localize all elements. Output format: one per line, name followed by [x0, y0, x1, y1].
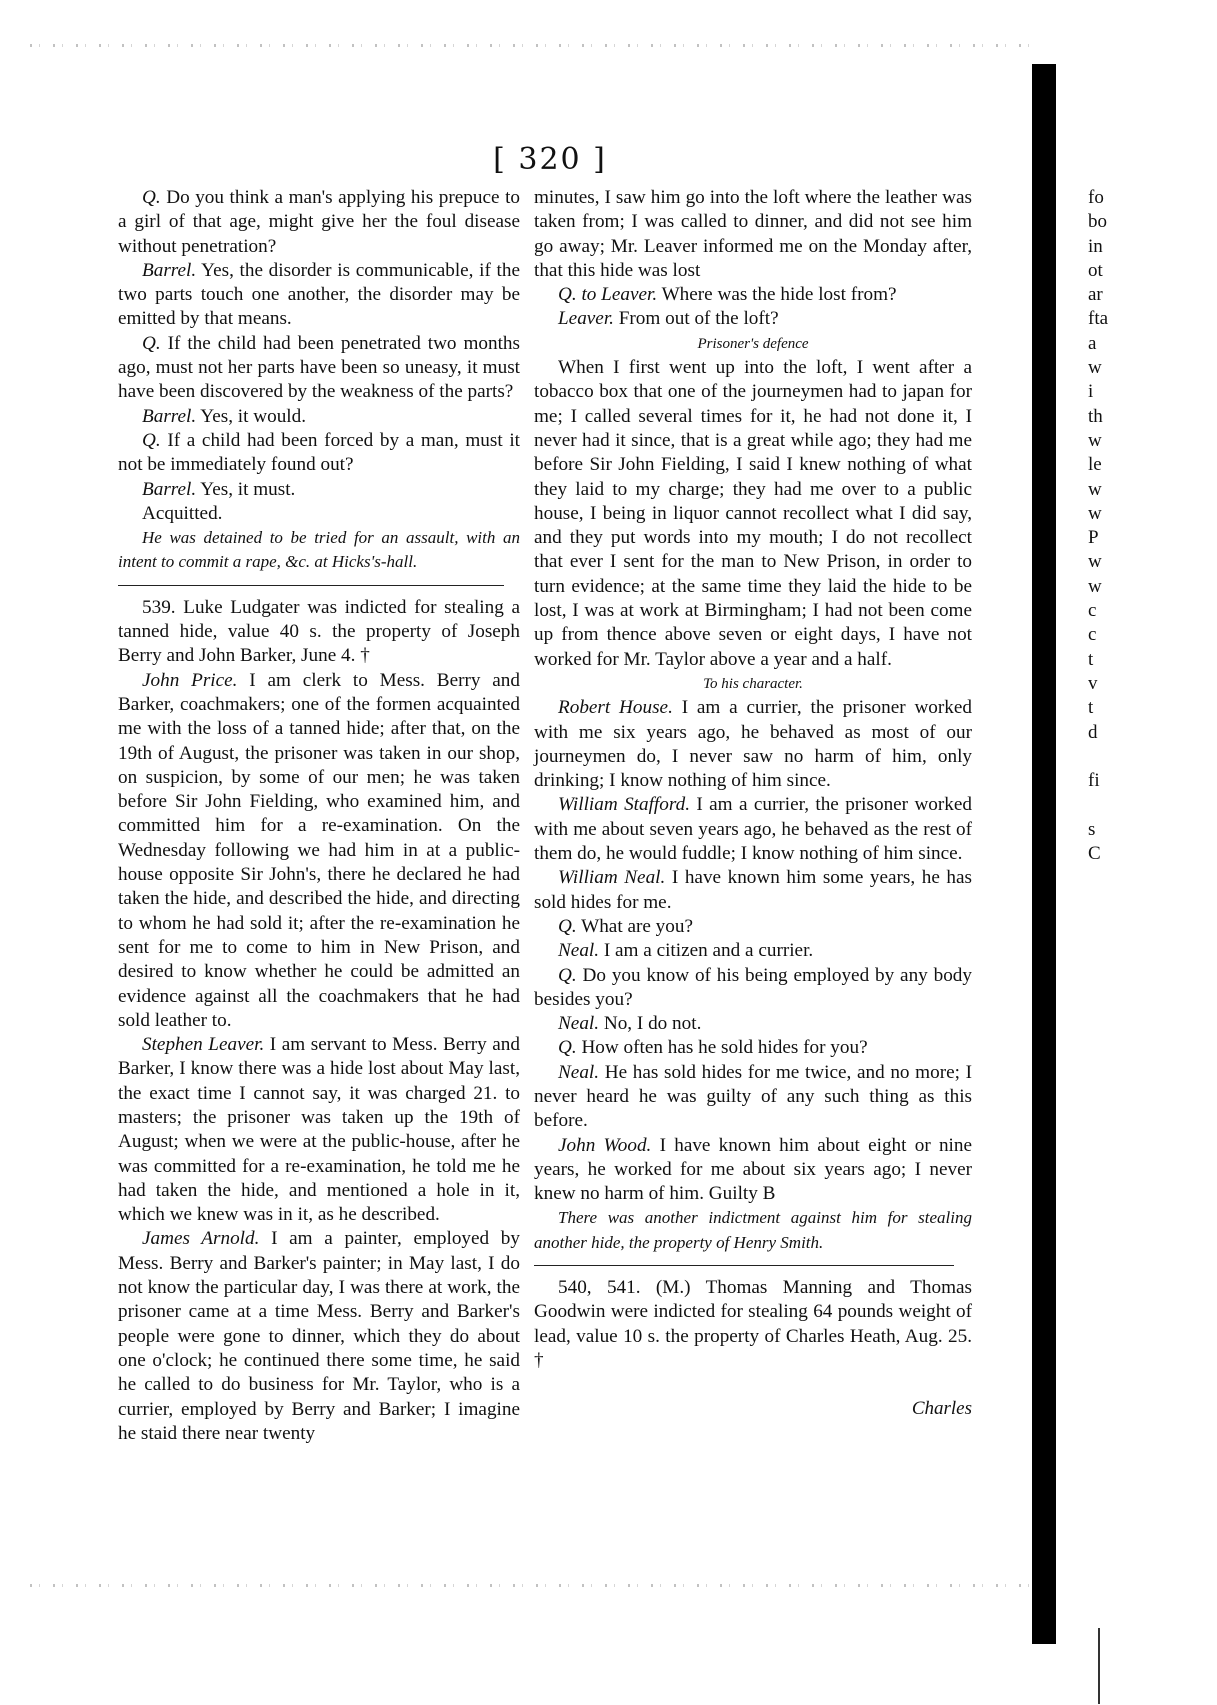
paragraph-text: Do you know of his being employed by any body besides you? [534, 964, 972, 1010]
edge-fragment: w [1088, 575, 1102, 597]
edge-fragment: i [1088, 381, 1094, 403]
paragraph [118, 1033, 520, 1227]
edge-fragment: in [1088, 235, 1103, 257]
paragraph [534, 1134, 972, 1207]
paragraph [534, 283, 972, 307]
paragraph-text: I have known him some years, he has sold hides for me. [534, 867, 972, 913]
speaker: Q. [558, 964, 577, 986]
edge-fragment: w [1088, 502, 1102, 524]
paragraph-text: I am a currier, the prisoner worked with me about seven years ago, he behaved as the rest of them do, he would fuddle; I know nothing of him since. [534, 794, 972, 865]
left-column [118, 186, 520, 1446]
page-gutter-shadow [1032, 64, 1056, 1644]
speaker: Robert House. [558, 697, 673, 719]
edge-fragment: c [1088, 624, 1097, 646]
edge-fragment: t [1088, 648, 1094, 670]
speaker: Q. [558, 915, 577, 937]
note-italic [534, 1206, 972, 1255]
paragraph [534, 1036, 972, 1060]
adjacent-page-edge [1088, 186, 1128, 866]
paragraph [118, 405, 520, 429]
page-number: [ 320 ] [493, 142, 607, 177]
paragraph [534, 915, 972, 939]
speaker: Stephen Leaver. [142, 1034, 265, 1056]
note-italic [118, 526, 520, 575]
edge-fragment: fta [1088, 308, 1109, 330]
edge-fragment: fi [1088, 770, 1100, 792]
right-column [534, 186, 972, 1373]
paragraph-text: 539. Luke Ludgater was indicted for stealing a tanned hide, value 40 s. the property of Joseph Berry and John Barker, June 4. † [118, 596, 520, 667]
edge-fragment: ot [1088, 259, 1103, 281]
speaker: Q. [142, 187, 161, 208]
note-text: There was another indictment against him for stealing another hide, the property of Henry Smith. [534, 1208, 972, 1252]
paragraph-text: Acquitted. [142, 502, 223, 524]
paragraph [118, 669, 520, 1033]
paragraph-text: I have known him about eight or nine years, he worked for me about six years ago; I never knew no harm of him. Guilty B [534, 1134, 972, 1205]
edge-fragment: w [1088, 357, 1102, 379]
speaker: Q. [142, 332, 161, 354]
speaker: James Arnold. [142, 1228, 260, 1250]
paragraph-text: He has sold hides for me twice, and no more; I never heard he was guilty of any such thing as this before. [534, 1061, 972, 1132]
edge-fragment: w [1088, 478, 1102, 500]
paragraph-text: If a child had been forced by a man, must it not be immediately found out? [118, 429, 520, 476]
scan-edge-line [1098, 1628, 1100, 1704]
paragraph [118, 478, 520, 502]
paragraph [534, 793, 972, 866]
scan-noise-bottom [30, 1584, 1030, 1587]
edge-fragment: P [1088, 527, 1099, 549]
indictment-paragraph [118, 596, 520, 669]
paragraph-text: minutes, I saw him go into the loft where the leather was taken from; I was called to dinner, and did not see him go away; Mr. Leaver informed me on the Monday after, that this hide was lost [534, 187, 972, 281]
edge-fragment: v [1088, 672, 1098, 694]
speaker: Q. to Leaver. [558, 284, 658, 306]
verdict [118, 502, 520, 526]
edge-fragment: C [1088, 843, 1101, 865]
speaker: Barrel. [142, 259, 197, 281]
edge-fragment: bo [1088, 211, 1107, 233]
paragraph [534, 939, 972, 963]
edge-fragment: w [1088, 551, 1102, 573]
paragraph-text: No, I do not. [599, 1013, 702, 1035]
note-text: He was detained to be tried for an assault, with an intent to commit a rape, &c. at Hicks's-hall. [118, 528, 520, 572]
edge-fragment: d [1088, 721, 1098, 743]
paragraph [118, 429, 520, 478]
paragraph [534, 186, 972, 283]
indictment-paragraph [534, 1276, 972, 1373]
edge-fragment: s [1088, 818, 1096, 840]
paragraph-text: I am servant to Mess. Berry and Barker, I know there was a hide lost about May last, the exact time I cannot say, it was charged 21. to masters; the prisoner was taken up the 19th of August; when we were at the public-house, after he was committed for a re-examination, he told me he had taken the hide, and mentioned a hole in it, which we knew was in it, as he described. [118, 1034, 520, 1226]
speaker: Q. [142, 429, 161, 451]
section-heading: To his character. [703, 675, 803, 692]
paragraph [534, 356, 972, 672]
edge-fragment: a [1088, 332, 1097, 354]
edge-fragment: ar [1088, 284, 1103, 306]
paragraph-text: Do you think a man's applying his prepuce to a girl of that age, might give her the foul disease without penetration? [118, 187, 520, 257]
section-divider [534, 1265, 954, 1266]
paragraph-text: 540, 541. (M.) Thomas Manning and Thomas Goodwin were indicted for stealing 64 pounds weight of lead, value 10 s. the property of Charles Heath, Aug. 25. † [534, 1277, 972, 1371]
catchword: Charles [911, 1398, 972, 1419]
speaker: John Price. [142, 669, 238, 691]
edge-fragment [1088, 745, 1128, 769]
paragraph [534, 1012, 972, 1036]
paragraph-text: Where was the hide lost from? [657, 284, 897, 306]
speaker: William Stafford. [558, 794, 690, 816]
paragraph [118, 259, 520, 332]
edge-fragment: fo [1088, 187, 1104, 208]
paragraph-text: I am a painter, employed by Mess. Berry and Barker's painter; in May last, I do not know the particular day, I was there at work, the prisoner came at a time Mess. Berry and Barker's people were gone to dinner, which they do about one o'clock; he continued there some time, he said he called to do business for Mr. Taylor, who is a currier, employed by Berry and Barker; I imagine he staid there near twenty [118, 1228, 520, 1444]
speaker: John Wood. [558, 1134, 652, 1156]
speaker: Barrel. [142, 405, 197, 427]
paragraph [534, 1061, 972, 1134]
edge-fragment: w [1088, 429, 1102, 451]
paragraph-text: What are you? [576, 915, 693, 937]
speaker: Barrel. [142, 478, 197, 500]
paragraph [534, 964, 972, 1013]
paragraph-text: I am clerk to Mess. Berry and Barker, coachmakers; one of the formen acquainted me with the loss of a tanned hide; after that, on the 19th of August, the prisoner was taken in our shop, on suspicion, by some of our men; he was taken before Sir John Fielding, who examined him, and committed him for a re-examination. On the Wednesday following we had him in at a public-house opposite Sir John's, there he declared he had taken the hide, and described the hide, and directing to whom he had sold it; after the re-examination he sent for me to come to him in New Prison, and desired to know whether he could be admitted an evidence against all the coachmakers that he had sold leather to. [118, 669, 520, 1031]
paragraph-text: I am a currier, the prisoner worked with me six years ago, he behaved as most of our journeymen do, I never saw no harm of him, only drinking; I know nothing of him since. [534, 697, 972, 792]
speaker: Leaver. [558, 308, 614, 330]
paragraph [118, 186, 520, 259]
edge-fragment [1088, 793, 1128, 817]
scan-noise-top [30, 44, 1030, 47]
paragraph [534, 696, 972, 793]
speaker: Neal. [558, 1061, 600, 1083]
paragraph-text: How often has he sold hides for you? [576, 1037, 868, 1059]
paragraph [118, 1227, 520, 1446]
edge-fragment: t [1088, 697, 1094, 719]
edge-fragment: le [1088, 454, 1102, 476]
paragraph-text: I am a citizen and a currier. [599, 940, 814, 962]
paragraph [534, 307, 972, 331]
edge-fragment: c [1088, 600, 1097, 622]
paragraph-text: Yes, it must. [196, 478, 296, 500]
edge-fragment: th [1088, 405, 1103, 427]
paragraph [534, 866, 972, 915]
paragraph [118, 332, 520, 405]
paragraph-text: Yes, it would. [196, 405, 307, 427]
speaker: William Neal. [558, 867, 666, 889]
section-divider [118, 585, 504, 586]
paragraph-text: Yes, the disorder is communicable, if the two parts touch one another, the disorder may be emitted by that means. [118, 259, 520, 330]
paragraph-text: When I first went up into the loft, I went after a tobacco box that one of the journeymen had to japan for me; I called several times for it, he had not done it, I never had it since, that is a great while ago; they had me before Sir John Fielding, I said I knew nothing of what they laid to my charge; they had me over to a public house, I being in liquor cannot recollect what I did say, and they put words into my mouth; I do not recollect that ever I sent for the man to New Prison, in order to turn evidence; at the same time they laid the hide to be lost, I was at work at Birmingham; I had not been come up from thence above seven or eight days, I have not worked for Mr. Taylor above a year and a half. [534, 357, 972, 670]
speaker: Neal. [558, 940, 600, 962]
speaker: Neal. [558, 1013, 600, 1035]
section-heading: Prisoner's defence [697, 335, 809, 352]
paragraph-text: From out of the loft? [613, 308, 779, 330]
speaker: Q. [558, 1037, 577, 1059]
paragraph-text: If the child had been penetrated two months ago, must not her parts have been so uneasy, it must have been discovered by the weakness of the parts? [118, 332, 520, 403]
